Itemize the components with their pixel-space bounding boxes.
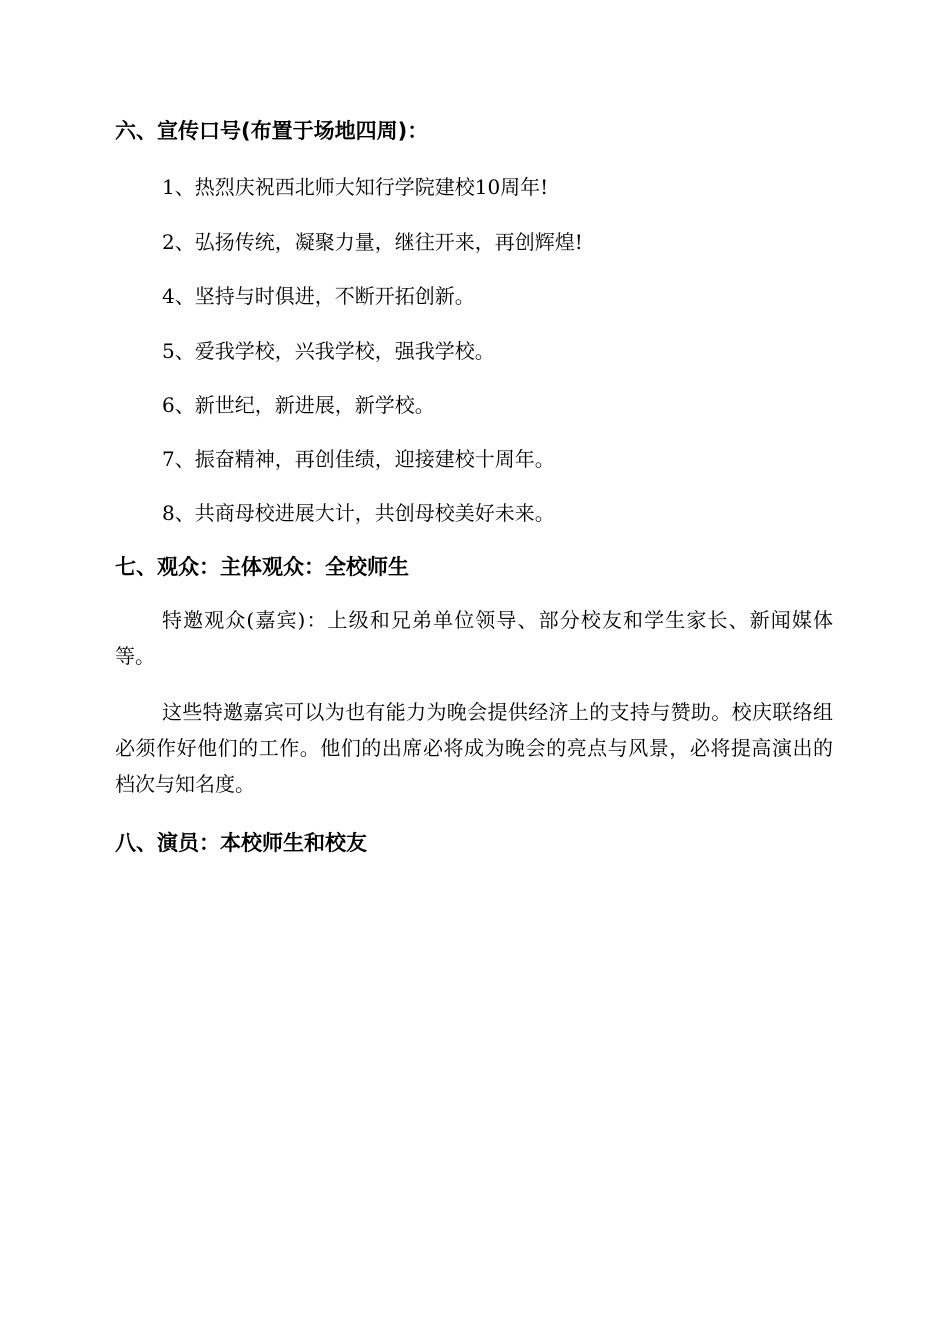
slogan-4: 4、坚持与时俱进，不断开拓创新。: [162, 284, 475, 308]
slogan-5: 5、爱我学校，兴我学校，强我学校。: [162, 339, 495, 363]
section-7-heading: 七、观众：主体观众：全校师生: [115, 555, 409, 579]
slogan-8: 8、共商母校进展大计，共创母校美好未来。: [162, 501, 555, 525]
slogan-6: 6、新世纪，新进展，新学校。: [162, 393, 435, 417]
section-6-heading: 六、宣传口号(布置于场地四周)：: [115, 119, 429, 143]
slogan-7: 7、振奋精神，再创佳绩，迎接建校十周年。: [162, 447, 555, 471]
special-guests-paragraph: 特邀观众(嘉宾)：上级和兄弟单位领导、部分校友和学生家长、新闻媒体等。: [115, 608, 833, 668]
slogan-1: 1、热烈庆祝西北师大知行学院建校10周年!: [162, 175, 549, 199]
guests-support-paragraph: 这些特邀嘉宾可以为也有能力为晚会提供经济上的支持与赞助。校庆联络组必须作好他们的工作。他们的出席必将成为晚会的亮点与风景，必将提高演出的档次与知名度。: [115, 700, 833, 796]
slogan-2: 2、弘扬传统，凝聚力量，继往开来，再创辉煌!: [162, 230, 583, 254]
section-8-heading: 八、演员：本校师生和校友: [115, 831, 367, 855]
